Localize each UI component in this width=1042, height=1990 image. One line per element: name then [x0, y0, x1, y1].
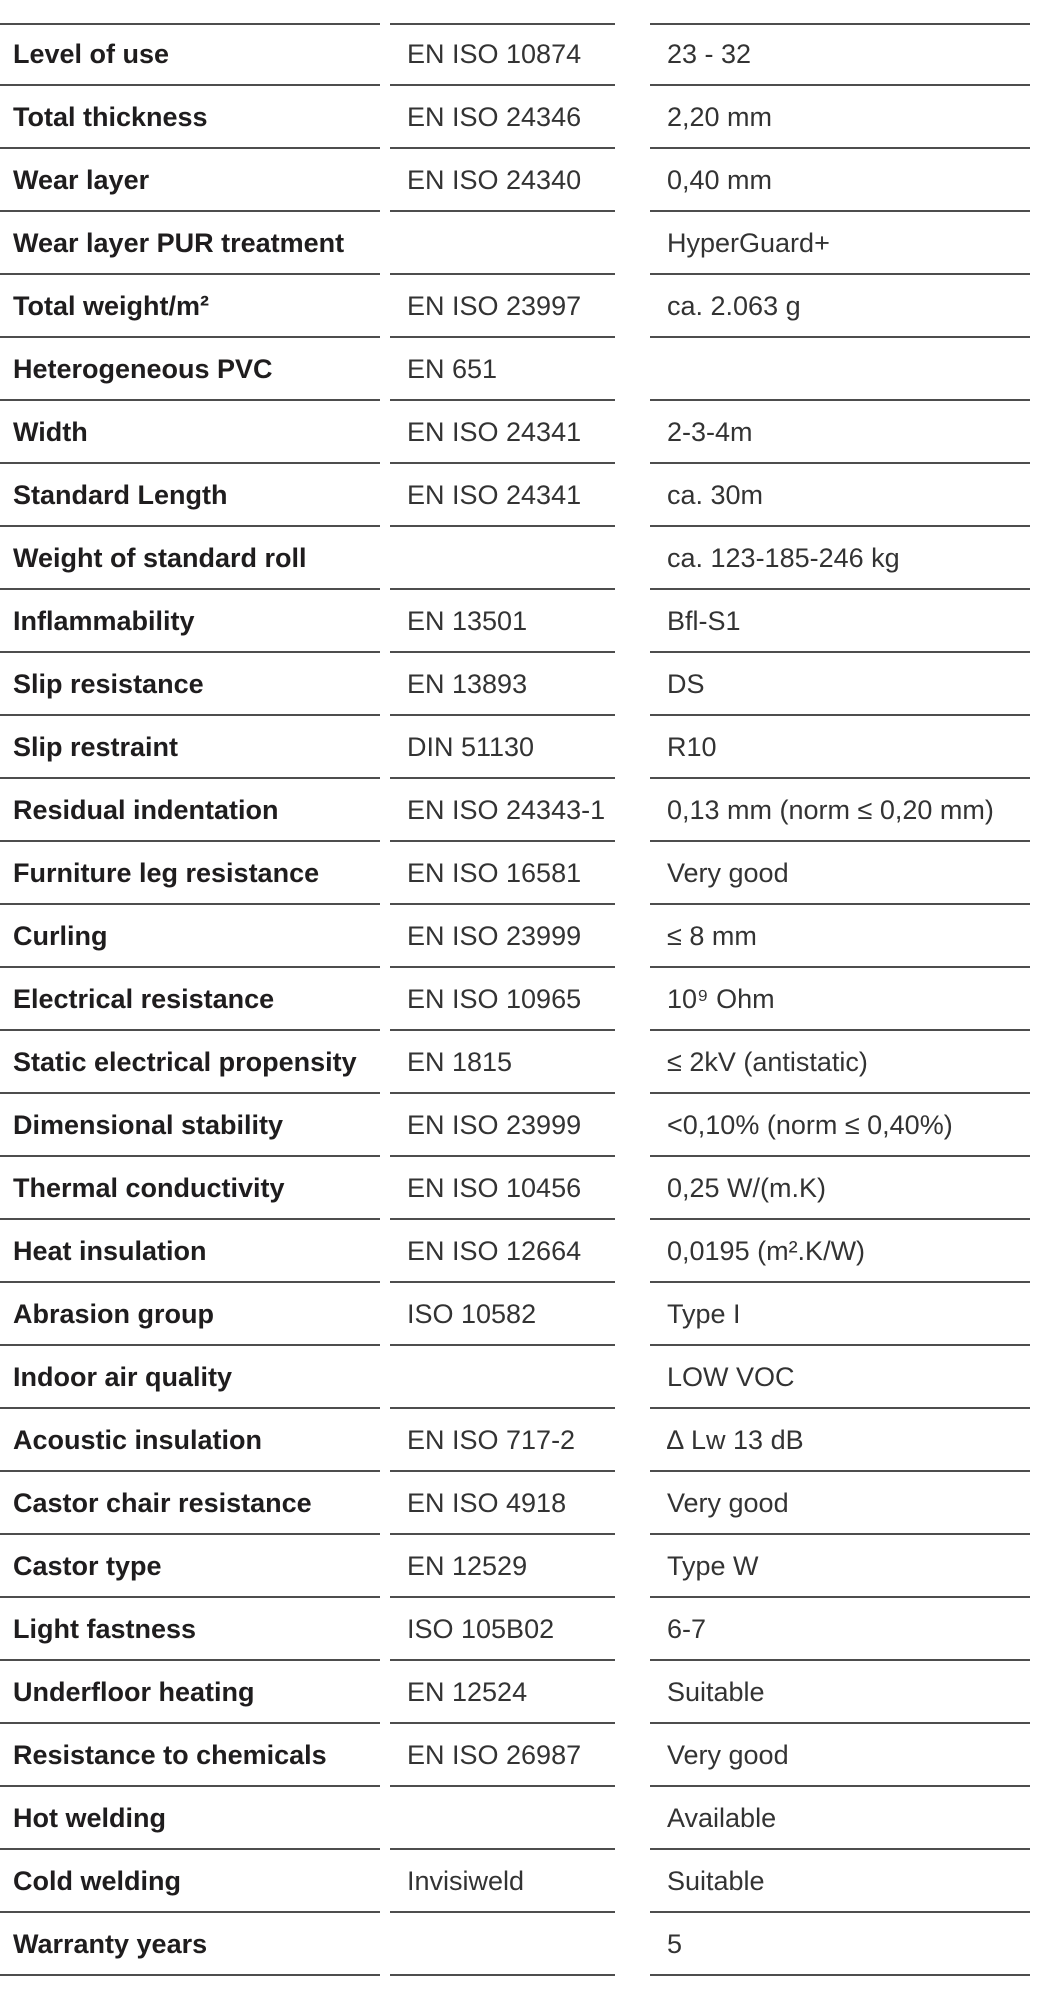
- property-value: 0,13 mm (norm ≤ 0,20 mm): [650, 781, 1030, 842]
- table-row: [0, 277, 1042, 340]
- property-label: Wear layer: [0, 151, 380, 212]
- property-value: ≤ 2kV (antistatic): [650, 1033, 1030, 1094]
- property-label: Indoor air quality: [0, 1348, 380, 1409]
- property-label: Heat insulation: [0, 1222, 380, 1283]
- table-row: [0, 88, 1042, 151]
- property-value: R10: [650, 718, 1030, 779]
- property-label: Electrical resistance: [0, 970, 380, 1031]
- property-value: Suitable: [650, 1852, 1030, 1913]
- property-value: 0,25 W/(m.K): [650, 1159, 1030, 1220]
- table-row: [0, 1348, 1042, 1411]
- table-row: [0, 1915, 1042, 1978]
- table-row: [0, 1789, 1042, 1852]
- table-row: [0, 1285, 1042, 1348]
- property-label: Hot welding: [0, 1789, 380, 1850]
- property-value: Type W: [650, 1537, 1030, 1598]
- table-row: [0, 1159, 1042, 1222]
- property-value: 0,0195 (m².K/W): [650, 1222, 1030, 1283]
- table-row: [0, 781, 1042, 844]
- property-label: Inflammability: [0, 592, 380, 653]
- table-row: [0, 592, 1042, 655]
- standard-code: EN ISO 26987: [390, 1726, 615, 1787]
- standard-code: EN 12524: [390, 1663, 615, 1724]
- table-row: [0, 1411, 1042, 1474]
- property-value: 6-7: [650, 1600, 1030, 1661]
- standard-code: EN ISO 24341: [390, 403, 615, 464]
- property-label: Level of use: [0, 25, 380, 86]
- property-label: Resistance to chemicals: [0, 1726, 380, 1787]
- standard-code: EN ISO 23999: [390, 907, 615, 968]
- property-value: <0,10% (norm ≤ 0,40%): [650, 1096, 1030, 1157]
- standard-code: EN ISO 24340: [390, 151, 615, 212]
- property-value: 10⁹ Ohm: [650, 970, 1030, 1031]
- property-label: Cold welding: [0, 1852, 380, 1913]
- table-row: [0, 1726, 1042, 1789]
- standard-code: EN 13893: [390, 655, 615, 716]
- property-value: Type I: [650, 1285, 1030, 1346]
- table-row: [0, 403, 1042, 466]
- property-label: Dimensional stability: [0, 1096, 380, 1157]
- property-value: Very good: [650, 1726, 1030, 1787]
- property-value: 2,20 mm: [650, 88, 1030, 149]
- table-row: [0, 1663, 1042, 1726]
- table-row: [0, 1600, 1042, 1663]
- table-row: [0, 1096, 1042, 1159]
- standard-code: EN ISO 10965: [390, 970, 615, 1031]
- property-value: ≤ 8 mm: [650, 907, 1030, 968]
- standard-code: EN ISO 23997: [390, 277, 615, 338]
- property-label: Wear layer PUR treatment: [0, 214, 380, 275]
- property-label: Width: [0, 403, 380, 464]
- property-value: DS: [650, 655, 1030, 716]
- property-value: ca. 123-185-246 kg: [650, 529, 1030, 590]
- property-label: Standard Length: [0, 466, 380, 527]
- property-value: 23 - 32: [650, 25, 1030, 86]
- table-row: [0, 844, 1042, 907]
- property-label: Heterogeneous PVC: [0, 340, 380, 401]
- standard-code: EN 651: [390, 340, 615, 401]
- standard-code: EN ISO 717-2: [390, 1411, 615, 1472]
- property-value: LOW VOC: [650, 1348, 1030, 1409]
- property-label: Acoustic insulation: [0, 1411, 380, 1472]
- table-row: [0, 718, 1042, 781]
- spec-table: [0, 25, 1042, 1978]
- property-label: Light fastness: [0, 1600, 380, 1661]
- table-row: [0, 340, 1042, 403]
- standard-code: Invisiweld: [390, 1852, 615, 1913]
- property-label: Abrasion group: [0, 1285, 380, 1346]
- property-value: Very good: [650, 1474, 1030, 1535]
- standard-code: EN ISO 24346: [390, 88, 615, 149]
- standard-code: EN ISO 12664: [390, 1222, 615, 1283]
- standard-code: DIN 51130: [390, 718, 615, 779]
- table-row: [0, 1474, 1042, 1537]
- standard-code: [390, 1348, 615, 1409]
- property-value: Very good: [650, 844, 1030, 905]
- standard-code: [390, 1789, 615, 1850]
- property-label: Furniture leg resistance: [0, 844, 380, 905]
- table-row: [0, 970, 1042, 1033]
- property-value: [650, 340, 1030, 401]
- property-label: Curling: [0, 907, 380, 968]
- table-row: [0, 655, 1042, 718]
- standard-code: EN ISO 10456: [390, 1159, 615, 1220]
- property-label: Warranty years: [0, 1915, 380, 1976]
- property-value: HyperGuard+: [650, 214, 1030, 275]
- property-value: 0,40 mm: [650, 151, 1030, 212]
- property-value: ca. 30m: [650, 466, 1030, 527]
- standard-code: EN 13501: [390, 592, 615, 653]
- standard-code: EN 1815: [390, 1033, 615, 1094]
- standard-code: [390, 214, 615, 275]
- table-row: [0, 25, 1042, 88]
- property-value: Bfl-S1: [650, 592, 1030, 653]
- property-value: ∆ Lw 13 dB: [650, 1411, 1030, 1472]
- property-label: Residual indentation: [0, 781, 380, 842]
- table-row: [0, 529, 1042, 592]
- standard-code: [390, 1915, 615, 1976]
- property-label: Weight of standard roll: [0, 529, 380, 590]
- standard-code: [390, 529, 615, 590]
- property-value: 5: [650, 1915, 1030, 1976]
- standard-code: ISO 10582: [390, 1285, 615, 1346]
- standard-code: EN ISO 23999: [390, 1096, 615, 1157]
- standard-code: EN ISO 24341: [390, 466, 615, 527]
- table-row: [0, 1537, 1042, 1600]
- property-value: Suitable: [650, 1663, 1030, 1724]
- property-value: ca. 2.063 g: [650, 277, 1030, 338]
- standard-code: EN ISO 16581: [390, 844, 615, 905]
- property-label: Castor chair resistance: [0, 1474, 380, 1535]
- table-row: [0, 1222, 1042, 1285]
- table-row: [0, 214, 1042, 277]
- table-row: [0, 1033, 1042, 1096]
- standard-code: EN 12529: [390, 1537, 615, 1598]
- table-row: [0, 907, 1042, 970]
- table-row: [0, 466, 1042, 529]
- table-row: [0, 151, 1042, 214]
- standard-code: EN ISO 4918: [390, 1474, 615, 1535]
- property-label: Thermal conductivity: [0, 1159, 380, 1220]
- property-value: Available: [650, 1789, 1030, 1850]
- property-label: Slip resistance: [0, 655, 380, 716]
- standard-code: EN ISO 10874: [390, 25, 615, 86]
- standard-code: EN ISO 24343-1: [390, 781, 615, 842]
- property-label: Total weight/m²: [0, 277, 380, 338]
- property-value: 2-3-4m: [650, 403, 1030, 464]
- property-label: Total thickness: [0, 88, 380, 149]
- property-label: Slip restraint: [0, 718, 380, 779]
- property-label: Static electrical propensity: [0, 1033, 380, 1094]
- table-row: [0, 1852, 1042, 1915]
- property-label: Castor type: [0, 1537, 380, 1598]
- property-label: Underfloor heating: [0, 1663, 380, 1724]
- standard-code: ISO 105B02: [390, 1600, 615, 1661]
